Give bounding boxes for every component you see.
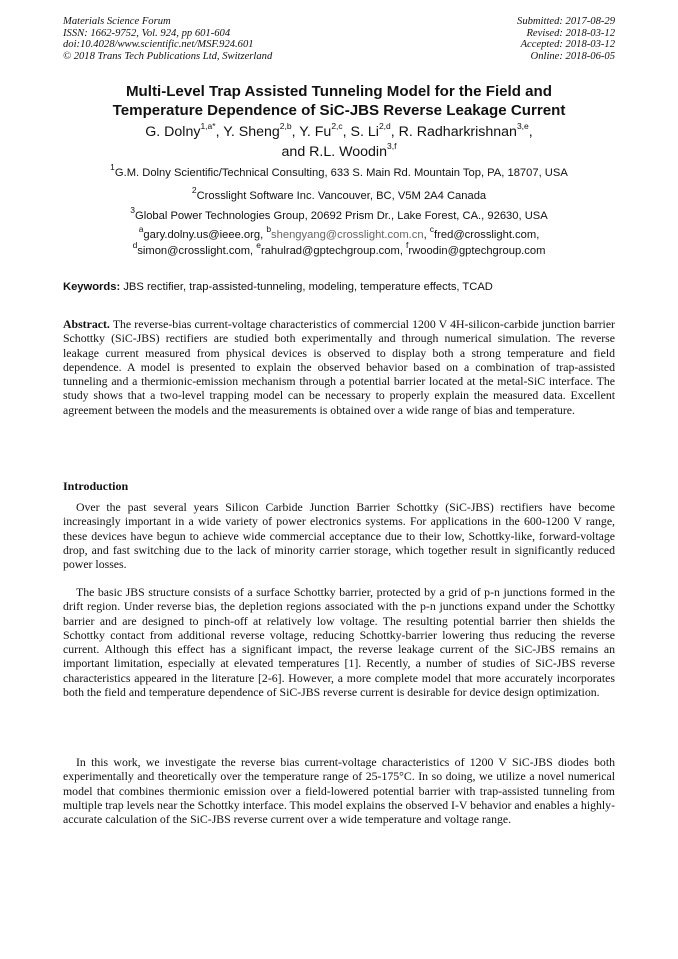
email-sup: d — [132, 239, 138, 250]
email-link[interactable]: shengyang@crosslight.com.cn — [271, 229, 424, 241]
email-line-1 — [40, 224, 638, 244]
email-link[interactable]: gary.dolny.us@ieee.org — [143, 229, 261, 241]
author-name: Y. Fu — [299, 124, 332, 140]
email-link[interactable]: fred@crosslight.com — [434, 229, 537, 241]
affiliation-sup: 3 — [130, 205, 136, 216]
affiliation-text: Global Power Technologies Group, 20692 Prism Dr., Lake Forest, CA., 92630, USA — [135, 210, 548, 222]
affiliation-text: G.M. Dolny Scientific/Technical Consulting, 633 S. Main Rd. Mountain Top, PA, 18707, USA — [114, 167, 568, 179]
section-heading-introduction: Introduction — [63, 479, 129, 493]
email-separator: , — [260, 229, 267, 241]
journal-doi: doi:10.4028/www.scientific.net/MSF.924.601 — [63, 39, 254, 51]
author-affil-sup: 3,e — [516, 121, 529, 132]
email-link[interactable]: rahulrad@gptechgroup.com — [260, 244, 400, 257]
author-name: G. Dolny — [145, 124, 201, 140]
email-line-2 — [40, 239, 638, 260]
email-sup: e — [256, 239, 261, 250]
affiliation-text: Crosslight Software Inc. Vancouver, BC, V5M 2A4 Canada — [196, 190, 487, 202]
author-name: R. Radharkrishnan — [398, 124, 517, 140]
author-line-1 — [63, 122, 615, 142]
abstract-label: Abstract. — [63, 317, 110, 331]
affiliation-sup: 2 — [191, 185, 197, 196]
author-name: Y. Sheng — [223, 124, 280, 140]
publication-dates — [517, 16, 615, 62]
email-separator: , — [536, 229, 540, 241]
affiliation-sup: 1 — [110, 162, 115, 173]
affiliation-1 — [40, 162, 638, 180]
abstract — [63, 317, 615, 417]
journal-issn: ISSN: 1662-9752, Vol. 924, pp 601-604 — [63, 27, 231, 39]
intro-paragraph-3: In this work, we investigate the reverse bias current-voltage characteristics of 1200 V SiC-JBS diodes both experimentally and theoretically over the temperature range of 25-175°C. In so doing, we utilize a novel numerical model that combines thermionic emission over a field-lowered potential barrier with trap-assisted tunneling from multiple trap levels near the Schottky interface. This model explains the observed I-V behavior and enables a highly-accurate calculation of the SiC-JBS reverse current over a wide temperature and voltage range. — [63, 755, 615, 826]
email-separator: , — [250, 244, 257, 257]
abstract-text: The reverse-bias current-voltage characteristics of commercial 1200 V 4H-silicon-carbide junction barrier Schottky (SiC-JBS) rectifiers are studied both experimentally and through numerical simulation. The reverse leakage current measured from physical devices is observed to display both a strong temperature and field dependence. A model is presented to explain the observed behavior based on a combination of trap-assisted tunneling and a thermionic-emission mechanism through a potential barrier located at the metal-SiC interface. The study shows that a two-level trapping model can be necessary to properly explain the measured data. Excellent agreement between the models and the measurements is obtained over a wide range of bias and temperature. — [63, 317, 615, 417]
journal-name: Materials Science Forum — [63, 16, 171, 27]
author-name: and R.L. Woodin — [281, 144, 387, 160]
date-submitted: Submitted: 2017-08-29 — [517, 16, 615, 27]
date-online: Online: 2018-06-05 — [530, 50, 615, 62]
author-affil-sup: 2,d — [378, 121, 391, 132]
date-accepted: Accepted: 2018-03-12 — [520, 39, 615, 51]
author-affil-sup: 1,a* — [200, 121, 216, 132]
author-list — [63, 122, 615, 162]
keywords-text: JBS rectifier, trap-assisted-tunneling, modeling, temperature effects, TCAD — [123, 281, 493, 293]
paper-title — [63, 82, 615, 120]
email-sup: c — [429, 224, 435, 235]
keywords — [63, 280, 615, 294]
intro-paragraph-1: Over the past several years Silicon Carbide Junction Barrier Schottky (SiC-JBS) rectifiers have become increasingly important in a wide variety of power electronics systems. For applications in the 600-1200 V range, these devices have begun to achieve wide commercial acceptance due to their low, Schottky-like, forward-voltage drop, and fast switching due to the lack of minority carrier storage, which together result in significantly reduced power losses. — [63, 500, 615, 571]
email-separator: , — [423, 229, 430, 241]
author-separator: , — [390, 124, 399, 140]
author-separator: , — [342, 124, 351, 140]
email-list — [40, 224, 638, 259]
author-affil-sup: 3,f — [386, 141, 397, 152]
email-sup: b — [266, 224, 272, 235]
author-affil-sup: 2,b — [279, 121, 292, 132]
affiliation-2 — [40, 185, 638, 203]
email-link[interactable]: rwoodin@gptechgroup.com — [408, 244, 546, 257]
keywords-label: Keywords: — [63, 281, 121, 293]
date-revised: Revised: 2018-03-12 — [526, 27, 615, 39]
journal-info — [63, 16, 272, 62]
title-line-1: Multi-Level Trap Assisted Tunneling Model for the Field and — [125, 83, 552, 100]
email-sup: f — [406, 239, 409, 250]
journal-copyright: © 2018 Trans Tech Publications Ltd, Switzerland — [63, 50, 273, 62]
author-separator: , — [528, 124, 533, 140]
author-separator: , — [215, 124, 224, 140]
affiliation-3 — [40, 205, 638, 223]
email-separator: , — [399, 244, 407, 257]
author-affil-sup: 2,c — [331, 121, 343, 132]
author-separator: , — [291, 124, 300, 140]
intro-paragraph-2: The basic JBS structure consists of a surface Schottky barrier, protected by a grid of p-n junctions formed in the drift region. Under reverse bias, the depletion regions associated with the p-n junctions expand under the Schottky barrier and are designed to pinch-off at relatively low voltage. The resulting potential barrier then shields the Schottky contact from additional reverse voltage, reducing Schottky-barrier lowering thus reducing the reverse current. Although this effect has a significant impact, the reverse leakage current of the SiC-JBS remains an important limitation, especially at elevated temperatures [1]. Recently, a number of studies of SiC-JBS reverse characteristics appeared in the literature [2-6]. However, a more complete model that more accurately incorporates both the field and temperature dependence of SiC-JBS reverse current is desirable for device design optimization. — [63, 585, 615, 699]
author-line-2 — [63, 142, 615, 162]
author-name: S. Li — [350, 124, 379, 140]
email-sup: a — [138, 224, 144, 235]
title-line-2: Temperature Dependence of SiC-JBS Reverse Leakage Current — [112, 102, 566, 119]
email-link[interactable]: simon@crosslight.com — [137, 244, 251, 257]
